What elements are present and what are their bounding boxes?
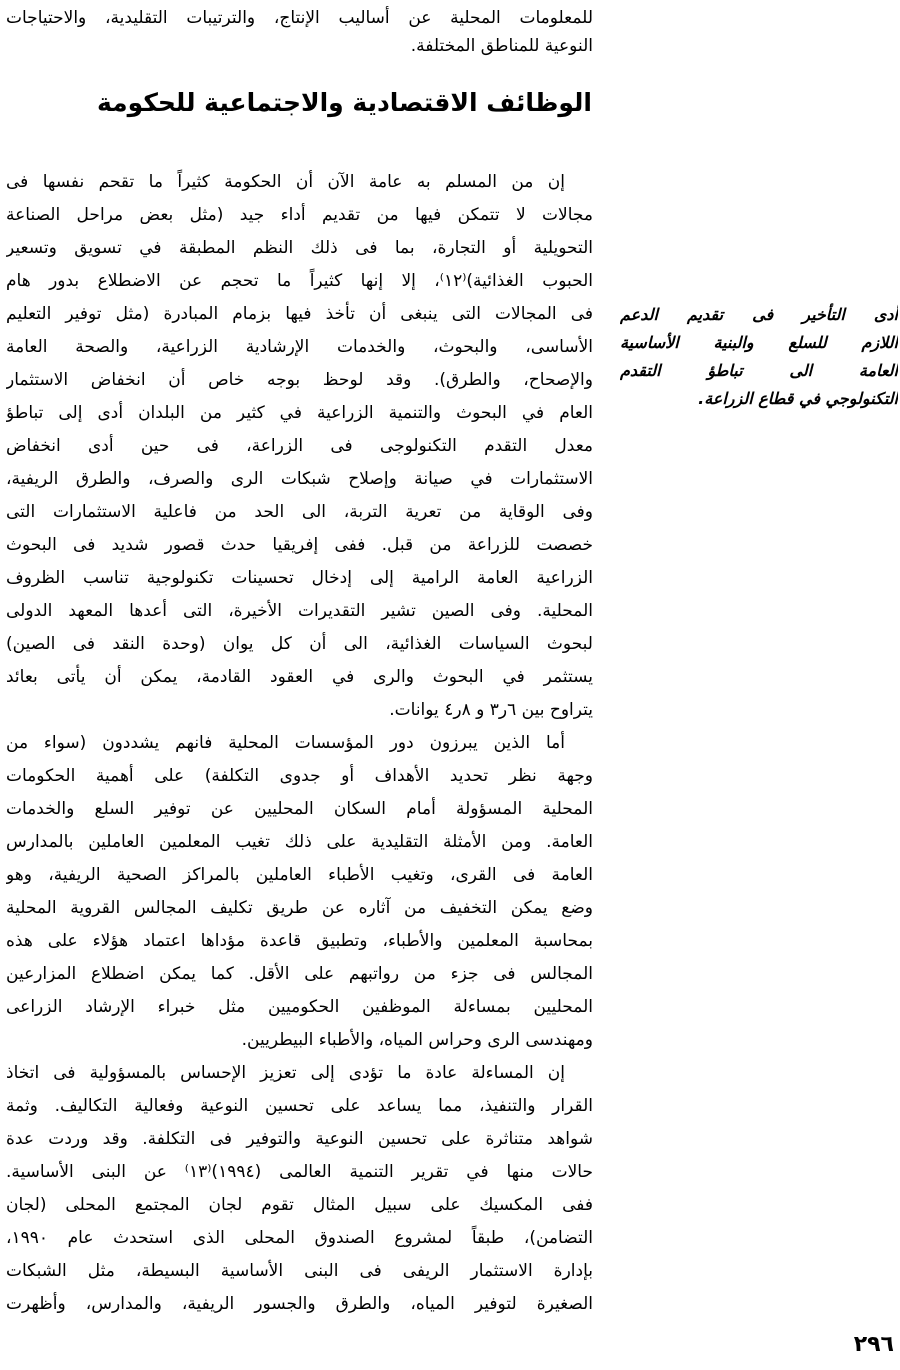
page-number: ٢٩٦: [853, 1332, 894, 1357]
text-line: يستثمر في البحوث والرى في العقود القادمة، يمكن أن يأتى بعائد: [6, 667, 593, 687]
text-line: أدى التأخير فى تقديم الدعم: [620, 305, 898, 324]
text-line: العامة. ومن الأمثلة التقليدية على ذلك تغيب المعلمين العاملين بالمدارس: [6, 832, 593, 852]
text-line: ومهندسى الرى وحراس المياه، والأطباء البيطريين.: [241, 1030, 593, 1050]
text-line: وجهة نظر تحديد الأهداف أو جدوى التكلفة) على أهمية الحكومات: [6, 766, 593, 786]
text-line: شواهد متناثرة على تحسين النوعية والتوفير فى التكلفة. وقد وردت عدة: [6, 1129, 593, 1149]
text-line: بإدارة الاستثمار الريفى فى البنى الأساسية البسيطة، مثل الشبكات: [6, 1261, 593, 1281]
text-line: بمحاسبة المعلمين والأطباء، وتطبيق قاعدة مؤداها اعتماد هؤلاء على هذه: [6, 931, 593, 951]
section-heading: الوظائف الاقتصادية والاجتماعية للحكومة: [97, 88, 592, 117]
text-line: خصصت للزراعة من قبل. ففى إفريقيا حدث قصور شديد فى البحوث: [6, 535, 593, 555]
text-line: وضع يمكن التخفيف من آثاره عن طريق تكليف المجالس القروية المحلية: [6, 898, 593, 918]
text-line: الاستثمارات في صيانة وإصلاح شبكات الرى والصرف، والطرق الريفية،: [6, 469, 593, 489]
text-line: إن من المسلم به عامة الآن أن الحكومة كثيراً ما تقحم نفسها فى: [6, 172, 565, 192]
text-line: القرار والتنفيذ، مما يساعد على تحسين النوعية وفعالية التكاليف. وثمة: [6, 1096, 593, 1116]
text-line: الأساسى، والبحوث، والخدمات الإرشادية الزراعية، والصحة العامة: [6, 337, 593, 357]
text-line: معدل التقدم التكنولوجى فى الزراعة، فى حين أدى انخفاض: [6, 436, 593, 456]
text-line: العام في البحوث والتنمية الزراعية في كثير من البلدان أدى إلى تباطؤ: [6, 403, 593, 423]
text-line: أما الذين يبرزون دور المؤسسات المحلية فانهم يشددون (سواء من: [6, 733, 565, 753]
text-line: العامة الى تباطؤ التقدم: [620, 361, 898, 380]
text-line: اللازم للسلع والبنية الأساسية: [620, 333, 898, 352]
text-line: المجالس فى جزء من رواتبهم على الأقل. كما يمكن اضطلاع المزارعين: [6, 964, 593, 984]
text-line: الحبوب الغذائية)⁽١٢⁾، إلا إنها كثيراً ما تحجم عن الاضطلاع بدور هام: [6, 271, 593, 291]
text-line: التضامن)، طبقاً لمشروع الصندوق المحلى الذى استحدث عام ١٩٩٠،: [6, 1228, 593, 1248]
paragraph: [6, 1057, 593, 1321]
text-line: العامة فى القرى، وتغيب الأطباء العاملين بالمراكز الصحية الريفية، وهو: [6, 865, 593, 885]
text-line: التحويلية أو التجارة، بما فى ذلك النظم المطبقة في تسويق وتسعير: [6, 238, 593, 258]
text-line: النوعية للمناطق المختلفة.: [410, 36, 593, 56]
margin-note: [620, 301, 898, 413]
text-line: حالات منها في تقرير التنمية العالمى (١٩٩٤)⁽١٣⁾ عن البنى الأساسية.: [6, 1162, 593, 1182]
paragraph: [6, 727, 593, 1057]
body-text: [6, 166, 593, 1321]
text-line: فى المجالات التى ينبغى أن تأخذ فيها بزمام المبادرة (مثل توفير التعليم: [6, 304, 593, 324]
text-line: المحلية المسؤولة أمام السكان المحليين عن توفير السلع والخدمات: [6, 799, 593, 819]
text-line: يتراوح بين ٦ر٣ و ٨ر٤ يوانات.: [389, 700, 593, 720]
text-line: مجالات لا تتمكن فيها من تقديم أداء جيد (مثل بعض مراحل الصناعة: [6, 205, 593, 225]
text-line: إن المساءلة عادة ما تؤدى إلى تعزيز الإحساس بالمسؤولية فى اتخاذ: [6, 1063, 565, 1083]
paragraph: [6, 166, 593, 727]
text-line: والإصحاح، والطرق). وقد لوحظ بوجه خاص أن انخفاض الاستثمار: [6, 370, 593, 390]
continued-paragraph: [6, 4, 593, 60]
text-line: وفى الوقاية من تعرية التربة، الى الحد من فاعلية الاستثمارات التى: [6, 502, 593, 522]
text-line: لبحوث السياسات الغذائية، الى أن كل يوان (وحدة النقد فى الصين): [6, 634, 593, 654]
text-line: للمعلومات المحلية عن أساليب الإنتاج، والترتيبات التقليدية، والاحتياجات: [6, 8, 593, 28]
text-line: الصغيرة لتوفير المياه، والطرق والجسور الريفية، والمدارس، وأظهرت: [6, 1294, 593, 1314]
text-line: الزراعية العامة الرامية إلى إدخال تحسينات تكنولوجية تناسب الظروف: [6, 568, 593, 588]
text-line: المحليين بمساءلة الموظفين الحكوميين مثل خبراء الإرشاد الزراعى: [6, 997, 593, 1017]
text-line: التكنولوجي في قطاع الزراعة.: [698, 389, 898, 408]
text-line: المحلية. وفى الصين تشير التقديرات الأخيرة، التى أعدها المعهد الدولى: [6, 601, 593, 621]
text-line: ففى المكسيك على سبيل المثال تقوم لجان المجتمع المحلى (لجان: [6, 1195, 593, 1215]
